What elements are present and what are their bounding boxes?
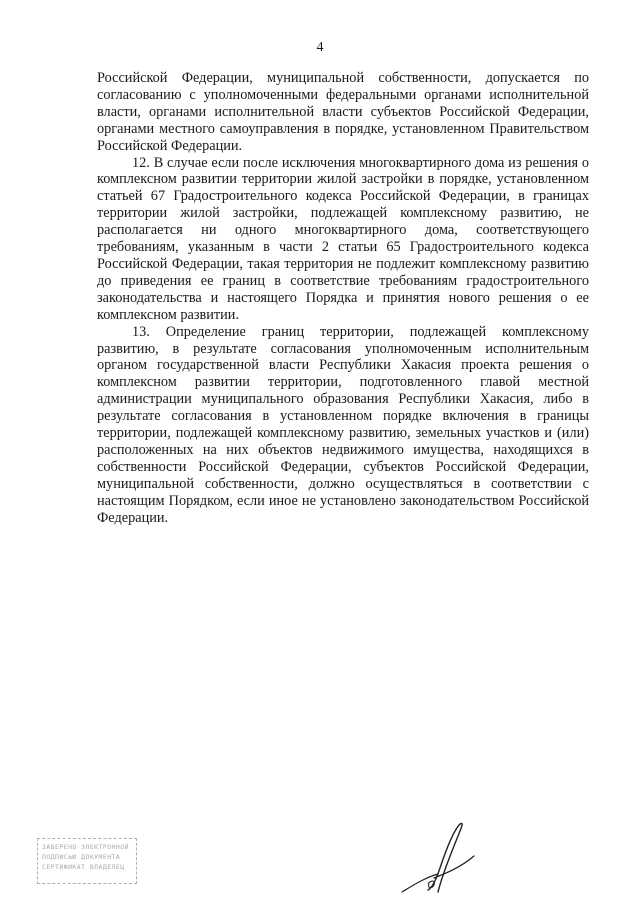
page-number: 4 bbox=[316, 40, 324, 55]
paragraph-continuation: Российской Федерации, муниципальной собственности, допускается по согласованию с уполномоченными федеральными органами исполнительной власти, органами исполнительной власти субъектов Российской Федерации, органами местного самоуправления в порядке, установленном Правительством Российской Федерации. bbox=[97, 70, 589, 154]
electronic-signature-stamp bbox=[37, 838, 137, 884]
stamp-line: ПОДПИСЬЮ ДОКУМЕНТА bbox=[42, 853, 121, 861]
document-body bbox=[97, 70, 589, 526]
stamp-line: СЕРТИФИКАТ ВЛАДЕЛЕЦ bbox=[42, 863, 125, 871]
handwritten-signature bbox=[398, 818, 478, 896]
stamp-line: ЗАВЕРЕНО ЭЛЕКТРОННОЙ bbox=[42, 843, 129, 851]
paragraph-13: 13. Определение границ территории, подлежащей комплексному развитию, в результате согласования уполномоченным исполнительным органом государственной власти Республики Хакасия проекта решения о комплексном развитии территории, подготовленного главой местной администрации муниципального образования Республики Хакасия, либо в результате согласования в установленном порядке включения в границы территории, подлежащей комплексному развитию, земельных участков и (или) расположенных на них объектов недвижимого имущества, находящихся в собственности Российской Федерации, субъектов Российской Федерации, муниципальной собственности, должно осуществляться в соответствии с настоящим Порядком, если иное не установлено законодательством Российской Федерации. bbox=[97, 323, 589, 526]
paragraph-12: 12. В случае если после исключения многоквартирного дома из решения о комплексном развитии территории жилой застройки в порядке, установленном статьей 67 Градостроительного кодекса Российской Федерации, в границах территории жилой застройки, подлежащей комплексному развитию, не располагается ни одного многоквартирного дома, соответствующего требованиям, указанным в части 2 статьи 65 Градостроительного кодекса Российской Федерации, такая территория не подлежит комплексному развитию до приведения ее границ в соответствие требованиям градостроительного законодательства и настоящего Порядка и принятия нового решения о ее комплексном развитии. bbox=[97, 154, 589, 323]
